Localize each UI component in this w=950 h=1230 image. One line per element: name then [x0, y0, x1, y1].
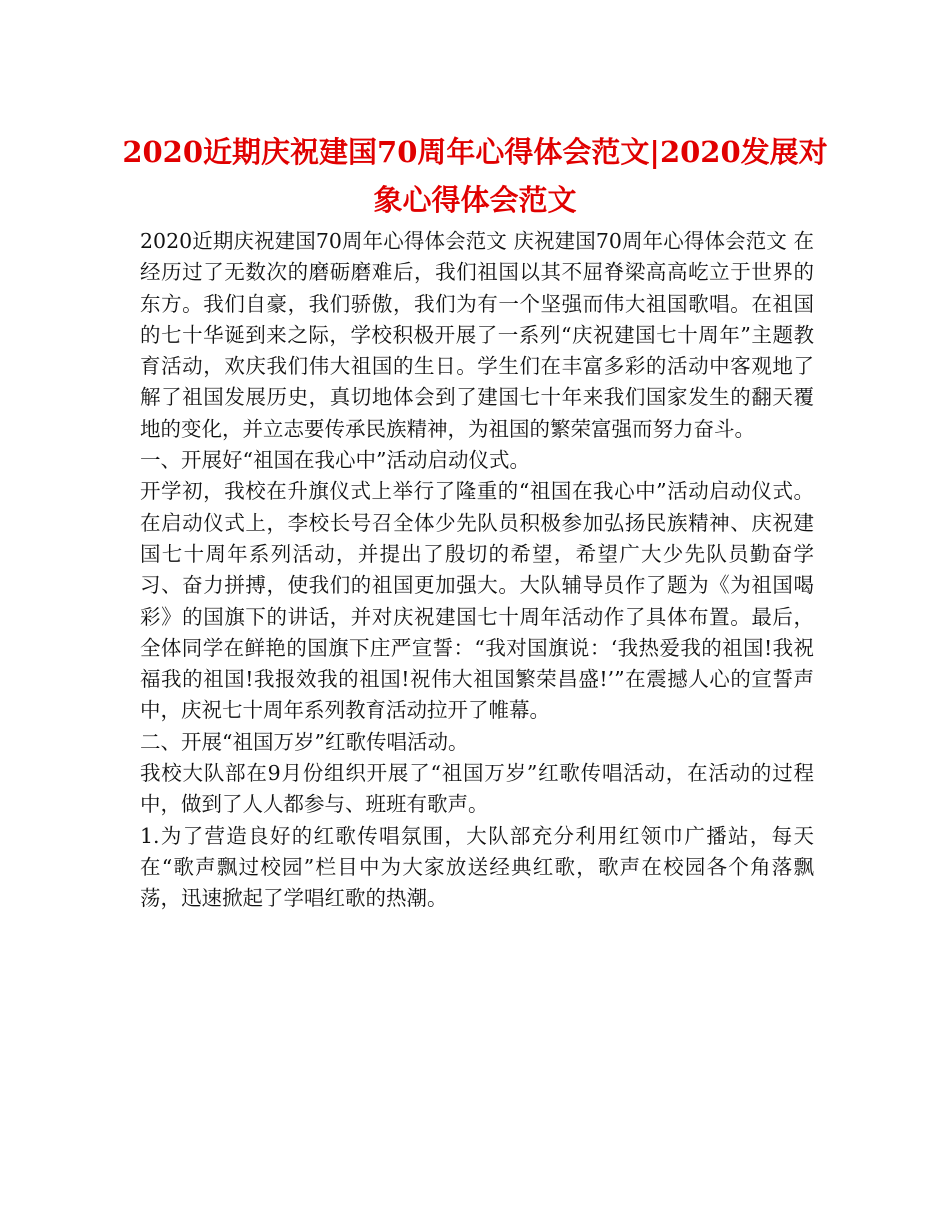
page-title: 2020近期庆祝建国70周年心得体会范文|2020发展对象心得体会范文	[122, 135, 828, 217]
section-heading-1: 一、开展好“祖国在我心中”活动启动仪式。	[140, 448, 530, 473]
section-heading-2: 二、开展“祖国万岁”红歌传唱活动。	[140, 729, 469, 754]
paragraph-intro: 2020近期庆祝建国70周年心得体会范文 庆祝建国70周年心得体会范文 在经历过了无数次的磨砺磨难后，我们祖国以其不屈脊梁高高屹立于世界的东方。我们自豪，我们骄傲，我们为有一个坚强而伟大祖国歌唱。在祖国的七十华诞到来之际，学校积极开展了一系列“庆祝建国七十周年”主题教育活动，欢庆我们伟大祖国的生日。学生们在丰富多彩的活动中客观地了解了祖国发展历史，真切地体会到了建国七十年来我们国家发生的翻天覆地的变化，并立志要传承民族精神，为祖国的繁荣富强而努力奋斗。	[140, 229, 814, 441]
paragraph-section-1: 开学初，我校在升旗仪式上举行了隆重的“祖国在我心中”活动启动仪式。在启动仪式上，李校长号召全体少先队员积极参加弘扬民族精神、庆祝建国七十周年系列活动，并提出了殷切的希望，希望广大少先队员勤奋学习、奋力拼搏，使我们的祖国更加强大。大队辅导员作了题为《为祖国喝彩》的国旗下的讲话，并对庆祝建国七十周年活动作了具体布置。最后，全体同学在鲜艳的国旗下庄严宣誓：“我对国旗说：‘我热爱我的祖国!我祝福我的祖国!我报效我的祖国!祝伟大祖国繁荣昌盛!’”在震撼人心的宣誓声中，庆祝七十周年系列教育活动拉开了帷幕。	[140, 479, 814, 723]
paragraph-item-1: 1.为了营造良好的红歌传唱氛围，大队部充分利用红领巾广播站，每天在“歌声飘过校园”栏目中为大家放送经典红歌，歌声在校园各个角落飘荡，迅速掀起了学唱红歌的热潮。	[140, 823, 814, 911]
document-body	[140, 226, 814, 915]
paragraph-section-2: 我校大队部在9月份组织开展了“祖国万岁”红歌传唱活动，在活动的过程中，做到了人人都参与、班班有歌声。	[140, 761, 814, 817]
